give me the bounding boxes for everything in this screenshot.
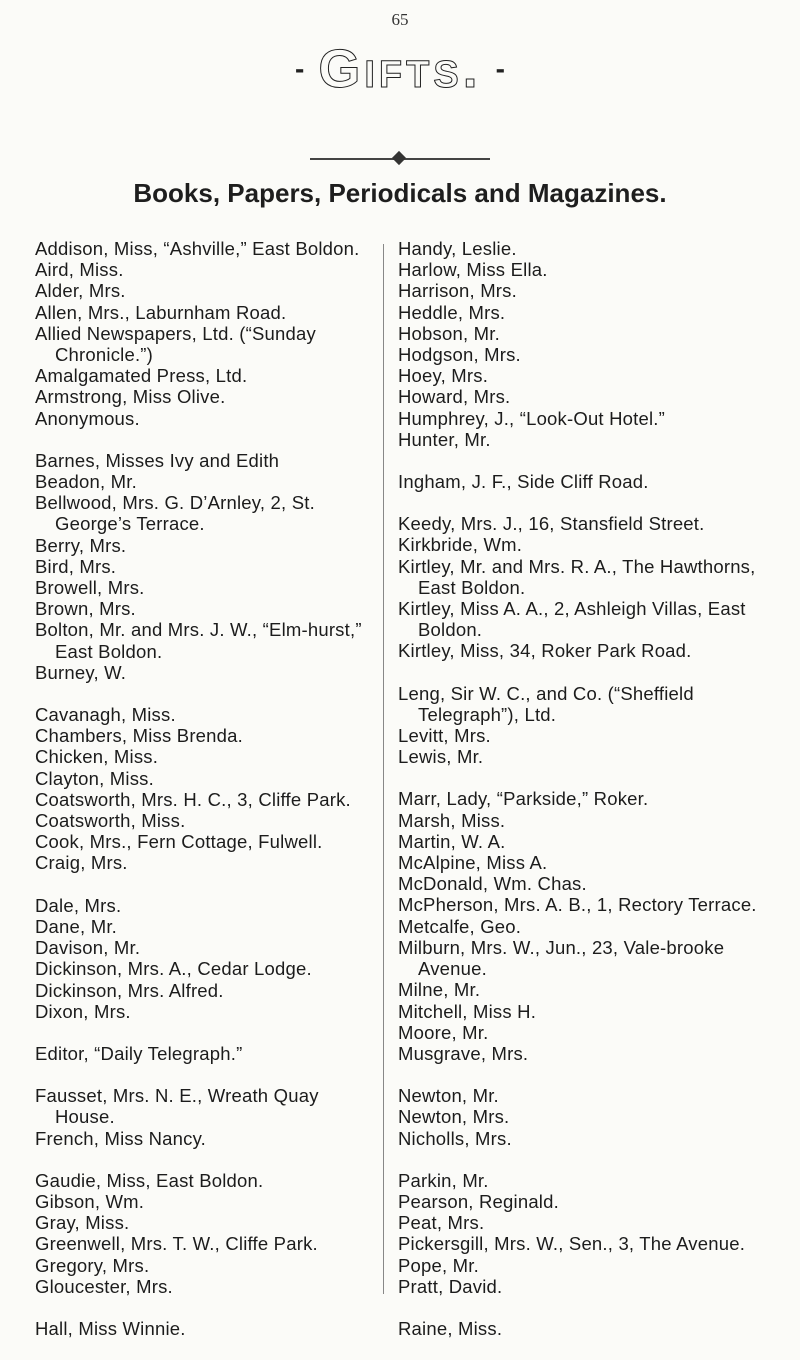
donor-entry: Pratt, David. bbox=[398, 1275, 503, 1297]
donor-entry: Pickersgill, Mrs. W., Sen., 3, The Avenue. bbox=[398, 1233, 746, 1255]
donor-entry: Amalgamated Press, Ltd. bbox=[35, 365, 248, 387]
letter-group bbox=[398, 1085, 778, 1149]
donor-entry: Musgrave, Mrs. bbox=[398, 1042, 529, 1064]
title-dash-right: - bbox=[495, 53, 505, 84]
donor-entry: Martin, W. A. bbox=[398, 830, 506, 852]
donor-entry: Dickinson, Mrs. Alfred. bbox=[35, 979, 224, 1001]
donor-entry: Greenwell, Mrs. T. W., Cliffe Park. bbox=[35, 1233, 318, 1255]
donor-entry: Pearson, Reginald. bbox=[398, 1190, 559, 1212]
right-column bbox=[398, 238, 778, 1360]
donor-entry: Mitchell, Miss H. bbox=[398, 1000, 537, 1022]
letter-group bbox=[398, 238, 778, 450]
donor-entry: Berry, Mrs. bbox=[35, 534, 127, 556]
donor-entry: Hunter, Mr. bbox=[398, 428, 491, 450]
donor-entry: Gibson, Wm. bbox=[35, 1190, 145, 1212]
donor-entry: Barnes, Misses Ivy and Edith bbox=[35, 449, 280, 471]
letter-group bbox=[35, 1170, 370, 1297]
donor-entry: Milne, Mr. bbox=[398, 979, 481, 1001]
letter-group bbox=[35, 704, 370, 874]
donor-entry: Kirkbride, Wm. bbox=[398, 534, 523, 556]
letter-group bbox=[35, 1318, 370, 1339]
donor-entry: Coatsworth, Mrs. H. C., 3, Cliffe Park. bbox=[35, 788, 351, 810]
donor-entry: Humphrey, J., “Look-Out Hotel.” bbox=[398, 407, 665, 429]
donor-entry: Editor, “Daily Telegraph.” bbox=[35, 1042, 243, 1064]
donor-entry: Gray, Miss. bbox=[35, 1212, 130, 1234]
left-column bbox=[35, 238, 370, 1360]
rule-diamond-ornament bbox=[392, 151, 406, 165]
donor-entry: Harrison, Mrs. bbox=[398, 280, 517, 302]
donor-entry: Ingham, J. F., Side Cliff Road. bbox=[398, 471, 649, 493]
donor-entry: Dane, Mr. bbox=[35, 915, 117, 937]
donor-entry: Chicken, Miss. bbox=[35, 746, 159, 768]
donor-entry: Fausset, Mrs. N. E., Wreath Quay House. bbox=[35, 1085, 319, 1128]
donor-entry: Raine, Miss. bbox=[398, 1317, 503, 1339]
donor-entry: Brown, Mrs. bbox=[35, 598, 136, 620]
donor-entry: Cavanagh, Miss. bbox=[35, 704, 176, 726]
page-number: 65 bbox=[391, 10, 409, 29]
donor-entry: Milburn, Mrs. W., Jun., 23, Vale-brooke Avenue. bbox=[398, 936, 725, 980]
donor-entry: Harlow, Miss Ella. bbox=[398, 259, 548, 281]
donor-entry: Allen, Mrs., Laburnham Road. bbox=[35, 301, 287, 323]
donor-entry: Pope, Mr. bbox=[398, 1254, 479, 1276]
donor-entry: Davison, Mr. bbox=[35, 937, 141, 959]
donor-entry: Marsh, Miss. bbox=[398, 809, 506, 831]
donor-entry: Dickinson, Mrs. A., Cedar Lodge. bbox=[35, 958, 312, 980]
donor-entry: Howard, Mrs. bbox=[398, 386, 511, 408]
donor-entry: Bolton, Mr. and Mrs. J. W., “Elm-hurst,” East Boldon. bbox=[35, 619, 362, 662]
donor-entry: McAlpine, Miss A. bbox=[398, 852, 548, 874]
letter-group bbox=[35, 1043, 370, 1064]
title-dash-left: - bbox=[295, 53, 305, 84]
donor-entry: Craig, Mrs. bbox=[35, 852, 128, 874]
donor-entry: Handy, Leslie. bbox=[398, 238, 517, 259]
donor-entry: Dixon, Mrs. bbox=[35, 1000, 131, 1022]
donor-entry: Aird, Miss. bbox=[35, 259, 124, 281]
donor-entry: Marr, Lady, “Parkside,” Roker. bbox=[398, 788, 649, 810]
donor-entry: Dale, Mrs. bbox=[35, 894, 122, 916]
donor-entry: French, Miss Nancy. bbox=[35, 1127, 207, 1149]
column-divider bbox=[383, 244, 384, 1294]
donor-entry: Keedy, Mrs. J., 16, Stansfield Street. bbox=[398, 513, 705, 535]
donor-entry: Coatsworth, Miss. bbox=[35, 810, 186, 832]
donor-entry: McDonald, Wm. Chas. bbox=[398, 873, 587, 895]
donor-entry: Anonymous. bbox=[35, 407, 140, 429]
donor-entry: Hoey, Mrs. bbox=[398, 365, 489, 387]
letter-group bbox=[398, 1170, 778, 1297]
donor-entry: Newton, Mrs. bbox=[398, 1106, 510, 1128]
donor-entry: Moore, Mr. bbox=[398, 1021, 489, 1043]
donor-entry: Peat, Mrs. bbox=[398, 1212, 485, 1234]
donor-entry: Lewis, Mr. bbox=[398, 746, 484, 768]
letter-group bbox=[398, 471, 778, 492]
donor-entry: Nicholls, Mrs. bbox=[398, 1127, 512, 1149]
donor-entry: Metcalfe, Geo. bbox=[398, 915, 522, 937]
donor-entry: Gloucester, Mrs. bbox=[35, 1275, 173, 1297]
donor-entry: Kirtley, Mr. and Mrs. R. A., The Hawthorns, East Boldon. bbox=[398, 555, 756, 598]
letter-group bbox=[35, 238, 370, 429]
donor-entry: Burney, W. bbox=[35, 661, 127, 683]
donor-entry: Cook, Mrs., Fern Cottage, Fulwell. bbox=[35, 831, 323, 853]
donor-entry: Hobson, Mr. bbox=[398, 322, 500, 344]
donor-entry: Levitt, Mrs. bbox=[398, 725, 491, 747]
donor-entry: Kirtley, Miss, 34, Roker Park Road. bbox=[398, 640, 692, 662]
donor-entry: Allied Newspapers, Ltd. (“Sunday Chronicle.”) bbox=[35, 322, 316, 366]
section-heading: Books, Papers, Periodicals and Magazines. bbox=[133, 178, 667, 208]
donor-entry: Alder, Mrs. bbox=[35, 280, 126, 302]
donor-entry: Addison, Miss, “Ashville,” East Boldon. bbox=[35, 238, 360, 259]
letter-group bbox=[35, 450, 370, 683]
donor-entry: Bellwood, Mrs. G. D’Arnley, 2, St. George’s Terrace. bbox=[35, 492, 315, 535]
letter-group bbox=[398, 788, 778, 1064]
donor-entry: Heddle, Mrs. bbox=[398, 301, 506, 323]
title-row bbox=[0, 38, 800, 100]
letter-group bbox=[398, 683, 778, 768]
donor-entry: Parkin, Mr. bbox=[398, 1169, 489, 1191]
donor-entry: Gregory, Mrs. bbox=[35, 1254, 150, 1276]
letter-group bbox=[398, 1318, 778, 1339]
letter-group bbox=[35, 1085, 370, 1149]
page-title: Gifts. bbox=[318, 39, 482, 99]
donor-entry: Newton, Mr. bbox=[398, 1085, 499, 1107]
donor-entry: Kirtley, Miss A. A., 2, Ashleigh Villas, East Boldon. bbox=[398, 598, 746, 641]
donor-entry: Beadon, Mr. bbox=[35, 471, 137, 493]
donor-entry: Chambers, Miss Brenda. bbox=[35, 725, 243, 747]
donor-entry: Browell, Mrs. bbox=[35, 577, 145, 599]
donor-entry: Bird, Mrs. bbox=[35, 555, 117, 577]
donor-entry: Gaudie, Miss, East Boldon. bbox=[35, 1169, 264, 1191]
donor-entry: Clayton, Miss. bbox=[35, 767, 154, 789]
donor-entry: Leng, Sir W. C., and Co. (“Sheffield Telegraph”), Ltd. bbox=[398, 682, 694, 725]
donor-entry: McPherson, Mrs. A. B., 1, Rectory Terrace. bbox=[398, 894, 757, 916]
letter-group bbox=[398, 513, 778, 661]
donor-entry: Hall, Miss Winnie. bbox=[35, 1317, 186, 1339]
donor-entry: Hodgson, Mrs. bbox=[398, 344, 521, 366]
donor-entry: Armstrong, Miss Olive. bbox=[35, 386, 226, 408]
letter-group bbox=[35, 895, 370, 1022]
